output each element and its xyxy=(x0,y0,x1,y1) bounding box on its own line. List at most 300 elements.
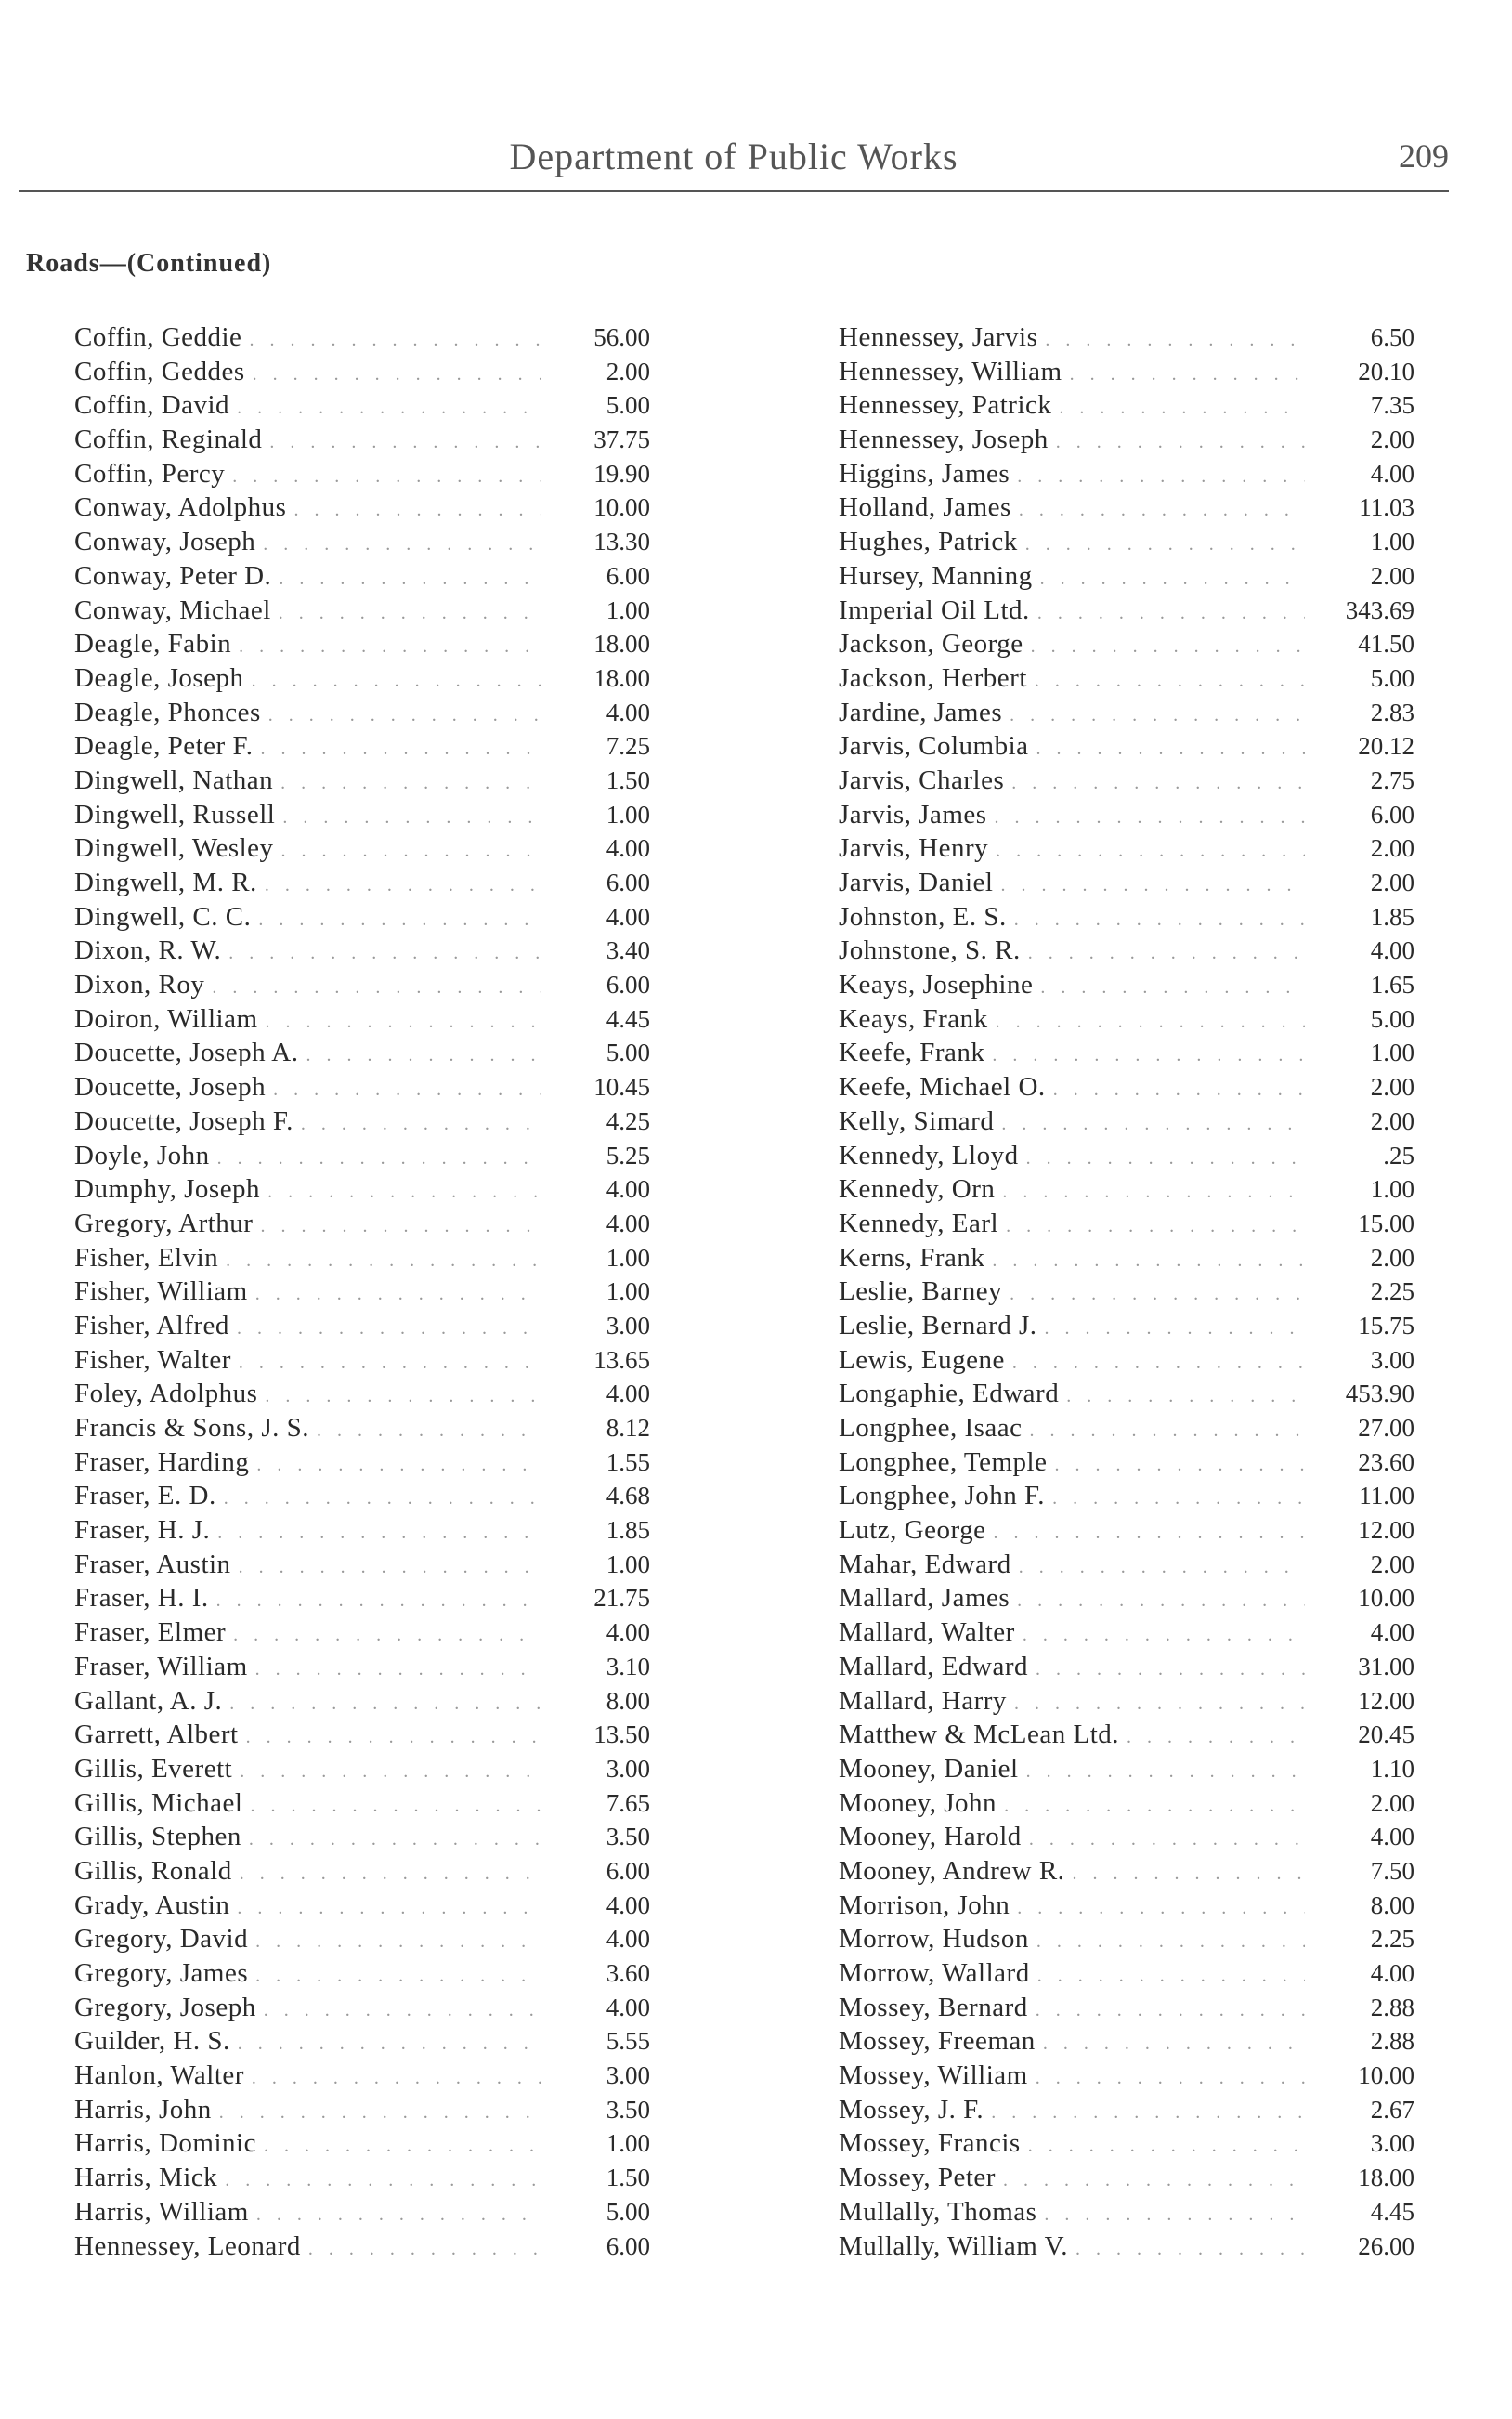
dot-leader xyxy=(1053,1073,1305,1107)
ledger-entry xyxy=(74,1139,650,1173)
ledger-entry xyxy=(74,968,650,1002)
entry-amount: 5.55 xyxy=(606,2027,650,2056)
ledger-entry xyxy=(74,2093,650,2127)
entry-amount: 6.00 xyxy=(606,2231,650,2260)
entry-amount: 2.00 xyxy=(1370,869,1414,896)
dot-leader xyxy=(252,2061,541,2096)
entry-amount: 11.00 xyxy=(1359,1482,1414,1510)
entry-name: Morrison, John xyxy=(839,1889,1010,1920)
dot-leader xyxy=(992,1244,1305,1278)
dot-leader xyxy=(233,1618,541,1653)
dot-leader xyxy=(212,971,541,1005)
entry-amount: 4.00 xyxy=(1370,1959,1414,1987)
ledger-entry xyxy=(839,934,1414,968)
entry-amount: 31.00 xyxy=(1358,1652,1414,1680)
ledger-entry xyxy=(74,934,650,968)
ledger-entry xyxy=(74,2195,650,2229)
dot-leader xyxy=(240,1755,541,1789)
ledger-entry xyxy=(839,525,1414,559)
ledger-entry xyxy=(839,2161,1414,2195)
entry-amount: 5.00 xyxy=(606,2197,650,2226)
dot-leader xyxy=(279,562,541,596)
entry-amount: 1.00 xyxy=(606,2129,650,2158)
ledger-entry xyxy=(74,457,650,491)
entry-name: Gregory, David xyxy=(74,1924,249,1955)
dot-leader xyxy=(228,936,541,971)
dot-leader xyxy=(1028,2129,1305,2164)
entry-amount: 19.90 xyxy=(593,459,650,488)
dot-leader xyxy=(1002,1175,1305,1210)
dot-leader xyxy=(1040,971,1305,1005)
entry-amount: 6.00 xyxy=(606,1856,650,1885)
entry-name: Coffin, David xyxy=(74,390,230,421)
entry-name: Longphee, Temple xyxy=(839,1446,1048,1477)
entry-name: Johnston, E. S. xyxy=(839,901,1007,932)
entry-amount: 12.00 xyxy=(1358,1516,1414,1545)
entry-amount: 4.00 xyxy=(606,1618,650,1647)
ledger-entry xyxy=(74,1275,650,1309)
ledger-entry xyxy=(74,525,650,559)
left-column xyxy=(74,320,706,2263)
entry-amount: 3.00 xyxy=(1370,2129,1414,2158)
entry-amount: 23.60 xyxy=(1358,1447,1414,1476)
entry-amount: 3.50 xyxy=(606,1823,650,1851)
entry-name: Hennessey, William xyxy=(839,356,1062,386)
entry-name: Dixon, R. W. xyxy=(74,935,222,966)
entry-amount: 7.50 xyxy=(1370,1856,1414,1885)
dot-leader xyxy=(261,732,541,766)
entry-amount: 4.45 xyxy=(1370,2197,1414,2226)
entry-amount: 21.75 xyxy=(593,1584,650,1613)
dot-leader xyxy=(253,358,541,392)
ledger-entry xyxy=(839,1684,1414,1719)
ledger-entry xyxy=(839,1377,1414,1411)
entry-name: Fisher, Walter xyxy=(74,1344,231,1375)
entry-name: Mooney, John xyxy=(839,1787,997,1818)
entry-name: Longphee, Isaac xyxy=(839,1413,1023,1443)
dot-leader xyxy=(1000,869,1305,903)
entry-amount: 2.75 xyxy=(1370,765,1414,794)
ledger-entry xyxy=(839,457,1414,491)
ledger-entry xyxy=(74,1991,650,2025)
dot-leader xyxy=(1028,936,1305,971)
entry-amount: 4.00 xyxy=(1370,1618,1414,1647)
ledger-entry xyxy=(839,1786,1414,1821)
entry-amount: 4.00 xyxy=(606,834,650,863)
dot-leader xyxy=(293,493,541,528)
entry-name: Gregory, Arthur xyxy=(74,1208,254,1238)
entry-name: Mooney, Daniel xyxy=(839,1753,1019,1784)
dot-leader xyxy=(239,630,541,664)
ledger-entry xyxy=(839,1854,1414,1889)
entry-amount: 4.00 xyxy=(1370,459,1414,488)
ledger-entry xyxy=(839,2126,1414,2161)
entry-name: Deagle, Joseph xyxy=(74,662,244,693)
entry-name: Gillis, Stephen xyxy=(74,1822,241,1852)
entry-amount: 15.75 xyxy=(1358,1311,1414,1340)
entry-name: Jarvis, Charles xyxy=(839,765,1005,795)
section-heading: Roads—(Continued) xyxy=(26,249,272,278)
ledger-entry xyxy=(74,423,650,457)
dot-leader xyxy=(281,834,541,869)
dot-leader xyxy=(1127,1720,1305,1755)
entry-name: Francis & Sons, J. S. xyxy=(74,1413,310,1443)
ledger-entry xyxy=(839,1275,1414,1309)
entry-amount: 5.00 xyxy=(1370,1004,1414,1033)
entry-name: Fraser, Austin xyxy=(74,1549,231,1579)
dot-leader xyxy=(1070,358,1305,392)
ledger-entry xyxy=(839,1820,1414,1854)
ledger-entry xyxy=(74,1548,650,1582)
entry-amount: 13.30 xyxy=(593,528,650,556)
ledger-entry xyxy=(839,2059,1414,2093)
ledger-entry xyxy=(839,798,1414,832)
entry-name: Deagle, Peter F. xyxy=(74,731,254,762)
entry-amount: 26.00 xyxy=(1358,2231,1414,2260)
entry-amount: 2.00 xyxy=(1370,1788,1414,1817)
entry-name: Doiron, William xyxy=(74,1003,258,1034)
dot-leader xyxy=(1056,425,1305,460)
ledger-entry xyxy=(74,1343,650,1378)
ledger-entry xyxy=(74,729,650,764)
dot-leader xyxy=(255,1925,541,1959)
dot-leader xyxy=(255,1959,541,1994)
header-rule xyxy=(19,190,1449,192)
dot-leader xyxy=(1010,699,1305,733)
ledger-entry xyxy=(839,1513,1414,1548)
dot-leader xyxy=(1059,391,1305,425)
dot-leader xyxy=(1037,1959,1305,1994)
entry-amount: 6.00 xyxy=(606,561,650,590)
ledger-entry xyxy=(839,696,1414,730)
entry-amount: 18.00 xyxy=(593,663,650,692)
entry-name: Gallant, A. J. xyxy=(74,1685,223,1716)
entry-amount: 1.00 xyxy=(606,1549,650,1578)
ledger-entry xyxy=(74,1820,650,1854)
entry-name: Matthew & McLean Ltd. xyxy=(839,1719,1120,1750)
entry-amount: 2.00 xyxy=(1370,561,1414,590)
ledger-entry xyxy=(839,355,1414,389)
entry-name: Coffin, Reginald xyxy=(74,425,263,455)
entry-amount: 4.00 xyxy=(606,698,650,726)
entry-amount: 1.00 xyxy=(1370,1175,1414,1204)
entry-name: Conway, Michael xyxy=(74,595,271,625)
ledger-entry xyxy=(74,1718,650,1752)
ledger-entry xyxy=(839,1548,1414,1582)
entry-name: Gillis, Michael xyxy=(74,1787,243,1818)
entry-name: Doyle, John xyxy=(74,1140,210,1170)
entry-name: Foley, Adolphus xyxy=(74,1379,258,1409)
ledger-entry xyxy=(839,1172,1414,1207)
ledger-entry xyxy=(839,388,1414,423)
entry-amount: 2.00 xyxy=(1370,1073,1414,1102)
dot-leader xyxy=(255,1653,541,1687)
entry-amount: 1.00 xyxy=(606,1277,650,1306)
entry-name: Fraser, H. I. xyxy=(74,1583,209,1614)
dot-leader xyxy=(1017,1891,1305,1926)
entry-amount: 1.85 xyxy=(1370,902,1414,931)
dot-leader xyxy=(239,1346,541,1380)
entry-name: Gregory, James xyxy=(74,1958,249,1988)
dot-leader xyxy=(1026,1142,1305,1176)
ledger-entry xyxy=(839,1241,1414,1275)
dot-leader xyxy=(237,1312,541,1346)
entry-amount: 15.00 xyxy=(1358,1209,1414,1237)
entry-name: Hughes, Patrick xyxy=(839,527,1018,557)
dot-leader xyxy=(1036,1925,1305,1959)
entry-amount: 10.00 xyxy=(1358,1584,1414,1613)
entry-name: Keays, Josephine xyxy=(839,970,1034,1000)
entry-name: Holland, James xyxy=(839,492,1011,523)
entry-amount: 1.00 xyxy=(606,800,650,829)
dot-leader xyxy=(265,869,541,903)
dot-leader xyxy=(217,1142,541,1176)
ledger-entry xyxy=(74,1956,650,1991)
ledger-entry xyxy=(74,798,650,832)
entry-name: Mallard, Edward xyxy=(839,1651,1028,1681)
dot-leader xyxy=(1045,323,1305,358)
entry-name: Hanlon, Walter xyxy=(74,2060,244,2091)
entry-name: Gillis, Everett xyxy=(74,1753,233,1784)
entry-amount: 5.00 xyxy=(606,1039,650,1067)
entry-name: Jackson, George xyxy=(839,629,1023,660)
entry-name: Mossey, Francis xyxy=(839,2128,1021,2159)
entry-amount: 1.65 xyxy=(1370,971,1414,1000)
entry-amount: 10.45 xyxy=(593,1073,650,1102)
ledger-entry xyxy=(74,1650,650,1684)
entry-amount: 3.10 xyxy=(606,1652,650,1680)
ledger-entry xyxy=(74,866,650,900)
entry-amount: 3.60 xyxy=(606,1959,650,1987)
ledger-entry xyxy=(839,1718,1414,1752)
dot-leader xyxy=(1036,732,1305,766)
ledger-entry xyxy=(839,559,1414,594)
entry-amount: 2.00 xyxy=(1370,1106,1414,1135)
ledger-entry xyxy=(74,1922,650,1956)
ledger-entry xyxy=(839,1650,1414,1684)
entry-name: Fisher, William xyxy=(74,1276,248,1307)
dot-leader xyxy=(256,2198,541,2232)
dot-leader xyxy=(1010,1277,1305,1312)
entry-name: Dingwell, Russell xyxy=(74,799,276,830)
entry-name: Hennessey, Leonard xyxy=(74,2230,301,2261)
dot-leader xyxy=(1001,1107,1305,1142)
entry-name: Harris, John xyxy=(74,2094,212,2125)
ledger-entry xyxy=(839,2195,1414,2229)
entry-amount: 5.00 xyxy=(1370,663,1414,692)
dot-leader xyxy=(238,2027,541,2061)
entry-name: Jarvis, James xyxy=(839,799,987,830)
entry-amount: 11.03 xyxy=(1359,493,1414,522)
dot-leader xyxy=(226,1244,541,1278)
entry-amount: 6.50 xyxy=(1370,323,1414,351)
entry-amount: 2.00 xyxy=(606,357,650,386)
dot-leader xyxy=(993,1516,1305,1550)
entry-amount: 453.90 xyxy=(1345,1379,1414,1408)
ledger-entry xyxy=(839,1309,1414,1343)
entry-amount: 1.10 xyxy=(1370,1754,1414,1783)
entry-amount: 18.00 xyxy=(1358,2164,1414,2192)
dot-leader xyxy=(250,1789,541,1824)
dot-leader xyxy=(279,596,541,631)
entry-name: Jardine, James xyxy=(839,697,1003,727)
entry-amount: 4.25 xyxy=(606,1106,650,1135)
entry-amount: 4.00 xyxy=(1370,936,1414,965)
entry-name: Deagle, Phonces xyxy=(74,697,261,727)
entry-name: Dumphy, Joseph xyxy=(74,1174,261,1205)
entry-amount: 56.00 xyxy=(593,323,650,351)
entry-amount: 20.45 xyxy=(1358,1720,1414,1749)
dot-leader xyxy=(273,1073,541,1107)
dot-leader xyxy=(232,460,541,494)
entry-name: Mossey, William xyxy=(839,2060,1028,2091)
ledger-entry xyxy=(74,1786,650,1821)
entry-amount: 1.00 xyxy=(1370,528,1414,556)
entry-name: Coffin, Geddes xyxy=(74,356,245,386)
page-title: Department of Public Works xyxy=(509,136,958,177)
entry-name: Fraser, Elmer xyxy=(74,1617,227,1648)
entry-name: Fraser, Harding xyxy=(74,1446,250,1477)
entry-amount: 2.83 xyxy=(1370,698,1414,726)
entry-name: Mallard, Walter xyxy=(839,1617,1015,1648)
entry-amount: 1.00 xyxy=(606,1243,650,1272)
entry-amount: 4.68 xyxy=(606,1482,650,1510)
dot-leader xyxy=(1040,562,1305,596)
dot-leader xyxy=(1025,528,1305,562)
entry-amount: 2.88 xyxy=(1370,1993,1414,2021)
entry-amount: .25 xyxy=(1383,1141,1414,1170)
ledger-entry xyxy=(839,1991,1414,2025)
ledger-entry xyxy=(74,2161,650,2195)
ledger-entry xyxy=(839,594,1414,628)
entry-name: Grady, Austin xyxy=(74,1889,230,1920)
entry-name: Kennedy, Earl xyxy=(839,1208,999,1238)
entry-name: Keays, Frank xyxy=(839,1003,988,1034)
dot-leader xyxy=(996,1005,1305,1040)
dot-leader xyxy=(1017,460,1305,494)
ledger-entry xyxy=(74,490,650,525)
entry-name: Lewis, Eugene xyxy=(839,1344,1005,1375)
ledger-entry xyxy=(74,1172,650,1207)
dot-leader xyxy=(265,1379,541,1414)
dot-leader xyxy=(306,1039,541,1073)
dot-leader xyxy=(1066,1379,1305,1414)
entry-amount: 6.00 xyxy=(606,971,650,1000)
ledger-entry xyxy=(74,1309,650,1343)
dot-leader xyxy=(1026,1755,1305,1789)
ledger-entry xyxy=(839,1207,1414,1241)
ledger-entry xyxy=(839,1889,1414,1923)
ledger-entry xyxy=(839,1036,1414,1070)
dot-leader xyxy=(249,323,541,358)
ledger-entry xyxy=(839,968,1414,1002)
dot-leader xyxy=(308,2232,541,2267)
entry-name: Mossey, Peter xyxy=(839,2163,996,2193)
entry-amount: 343.69 xyxy=(1345,595,1414,624)
ledger-entry xyxy=(839,320,1414,355)
ledger-entry xyxy=(839,1956,1414,1991)
ledger-entry xyxy=(74,1207,650,1241)
entry-amount: 2.00 xyxy=(1370,425,1414,454)
entry-amount: 8.12 xyxy=(606,1414,650,1442)
entry-name: Leslie, Barney xyxy=(839,1276,1003,1307)
entry-amount: 2.00 xyxy=(1370,1243,1414,1272)
right-column xyxy=(839,320,1470,2263)
dot-leader xyxy=(1011,766,1305,801)
entry-name: Dingwell, C. C. xyxy=(74,901,252,932)
entry-amount: 2.00 xyxy=(1370,1549,1414,1578)
entry-amount: 2.67 xyxy=(1370,2095,1414,2124)
ledger-entry xyxy=(74,1070,650,1105)
ledger-entry xyxy=(74,594,650,628)
entry-name: Dingwell, M. R. xyxy=(74,868,257,897)
entry-amount: 4.00 xyxy=(606,1890,650,1919)
ledger-entry xyxy=(74,1615,650,1650)
entry-name: Doucette, Joseph A. xyxy=(74,1038,299,1068)
entry-name: Morrow, Wallard xyxy=(839,1958,1030,1988)
entry-amount: 2.25 xyxy=(1370,1277,1414,1306)
entry-name: Dingwell, Wesley xyxy=(74,833,274,864)
entry-amount: 6.00 xyxy=(1370,800,1414,829)
dot-leader xyxy=(1072,1857,1305,1891)
ledger-entry xyxy=(74,388,650,423)
entry-amount: 5.00 xyxy=(606,391,650,420)
dot-leader xyxy=(1031,630,1305,664)
entry-name: Harris, Mick xyxy=(74,2163,218,2193)
dot-leader xyxy=(237,1891,541,1926)
dot-leader xyxy=(267,1175,541,1210)
entry-name: Kelly, Simard xyxy=(839,1105,995,1136)
entry-amount: 20.12 xyxy=(1358,732,1414,761)
dot-leader xyxy=(1045,1312,1305,1346)
ledger-entry xyxy=(839,1139,1414,1173)
dot-leader xyxy=(317,1414,541,1448)
entry-name: Leslie, Bernard J. xyxy=(839,1310,1037,1340)
entry-name: Higgins, James xyxy=(839,458,1010,489)
ledger-entry xyxy=(74,320,650,355)
entry-amount: 4.45 xyxy=(606,1004,650,1033)
dot-leader xyxy=(268,699,541,733)
dot-leader xyxy=(255,1277,541,1312)
entry-amount: 1.50 xyxy=(606,765,650,794)
entry-amount: 2.25 xyxy=(1370,1925,1414,1954)
entry-amount: 1.85 xyxy=(606,1516,650,1545)
ledger-entry xyxy=(74,1377,650,1411)
entry-amount: 6.00 xyxy=(606,869,650,896)
dot-leader xyxy=(1052,1482,1305,1516)
entry-amount: 8.00 xyxy=(1370,1890,1414,1919)
entry-amount: 37.75 xyxy=(593,425,650,454)
entry-name: Fisher, Alfred xyxy=(74,1310,229,1340)
entry-amount: 3.00 xyxy=(606,1754,650,1783)
entry-name: Johnstone, S. R. xyxy=(839,935,1021,966)
entry-amount: 1.50 xyxy=(606,2164,650,2192)
ledger-entry xyxy=(839,423,1414,457)
entry-name: Longaphie, Edward xyxy=(839,1379,1060,1409)
ledger-entry xyxy=(74,1105,650,1139)
ledger-entry xyxy=(74,2229,650,2264)
ledger-entry xyxy=(839,1922,1414,1956)
ledger-entry xyxy=(74,2024,650,2059)
ledger-entry xyxy=(74,1445,650,1480)
dot-leader xyxy=(995,801,1305,835)
entry-name: Hursey, Manning xyxy=(839,560,1033,591)
dot-leader xyxy=(1017,1584,1305,1618)
dot-leader xyxy=(258,903,541,937)
entry-amount: 7.25 xyxy=(606,732,650,761)
entry-name: Dingwell, Nathan xyxy=(74,765,274,795)
dot-leader xyxy=(260,1210,541,1244)
